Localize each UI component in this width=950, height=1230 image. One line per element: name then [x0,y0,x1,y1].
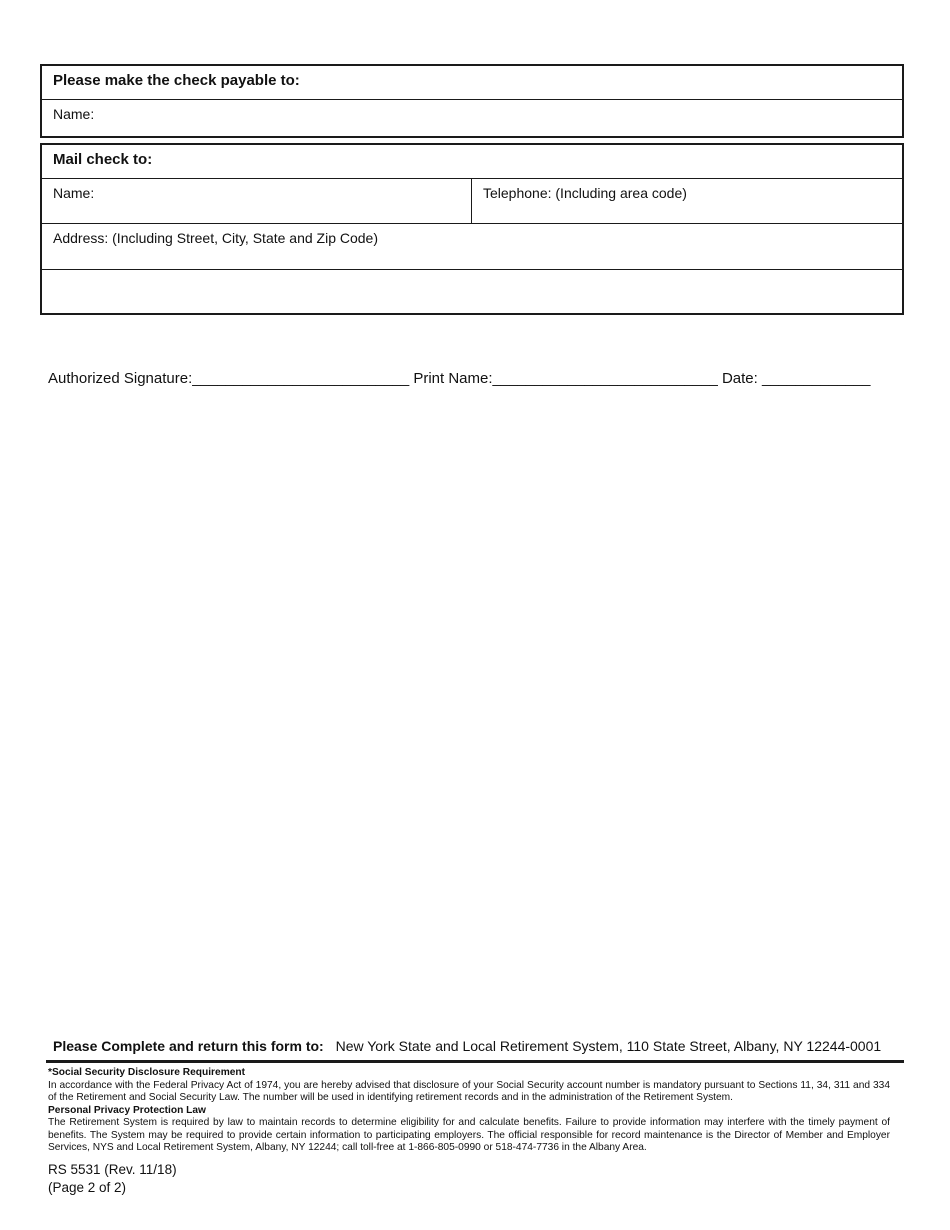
return-label: Please Complete and return this form to: [53,1038,324,1054]
address-continuation-field[interactable] [42,270,902,313]
payable-name-label: Name: [53,106,95,122]
mail-name-cell[interactable] [42,179,472,223]
address-continuation-row[interactable] [42,269,902,313]
print-name-label: Print Name: [413,370,493,387]
form-identifier [48,1161,177,1197]
date-field[interactable]: _____________ [762,370,871,387]
authorized-signature-field[interactable]: __________________________ [192,370,410,387]
address-field[interactable] [42,224,902,269]
authorized-signature-label: Authorized Signature: [48,370,193,387]
date-label: Date: [721,370,758,387]
mail-name-label: Name: [53,185,95,201]
ssn-disclosure-heading: *Social Security Disclosure Requirement [48,1067,246,1078]
return-address: New York State and Local Retirement System, 110 State Street, Albany, NY 12244-0001 [335,1038,882,1054]
mail-check-heading: Mail check to: [53,151,153,168]
disclosure-block [48,1067,890,1155]
signature-row [48,370,870,387]
print-name-field[interactable]: ___________________________ [492,370,718,387]
mail-name-field[interactable] [42,179,471,223]
page-number: (Page 2 of 2) [48,1180,127,1195]
mail-check-header-row [42,145,902,178]
payable-to-box [40,64,904,138]
telephone-field[interactable] [472,179,902,223]
payable-to-header-row [42,66,902,99]
telephone-label: Telephone: (Including area code) [483,185,687,201]
privacy-law-heading: Personal Privacy Protection Law [48,1104,206,1116]
payable-name-field[interactable] [42,100,902,136]
address-row[interactable] [42,223,902,269]
ssn-disclosure-text: In accordance with the Federal Privacy Act of 1974, you are hereby advised that disclosure of your Social Security account number is mandatory pursuant to Sections 11, 34, 311 and 334 of the Retirement and Social Security Law. The number will be used in identifying retirement records and in the administration of the Retirement System. [48,1079,890,1103]
form-number: RS 5531 (Rev. 11/18) [48,1162,177,1177]
mail-name-telephone-row [42,178,902,223]
telephone-cell[interactable] [472,179,902,223]
return-instructions [53,1038,881,1054]
privacy-law-text: The Retirement System is required by law to maintain records to determine eligibility for and calculate benefits. Failure to provide information may interfere with the timely payment of benefits. The System may be required to provide certain information to participating employers. The official responsible for record maintenance is the Director of Member and Employer Services, NYS and Local Retirement System, Albany, NY 12244; call toll-free at 1-866-805-0990 or 518-474-7736 in the Albany Area. [48,1117,890,1153]
payable-name-row[interactable] [42,99,902,136]
address-label: Address: (Including Street, City, State and Zip Code) [53,230,379,246]
section-divider [46,1060,904,1063]
payable-to-heading: Please make the check payable to: [53,72,300,89]
mail-check-box [40,143,904,315]
